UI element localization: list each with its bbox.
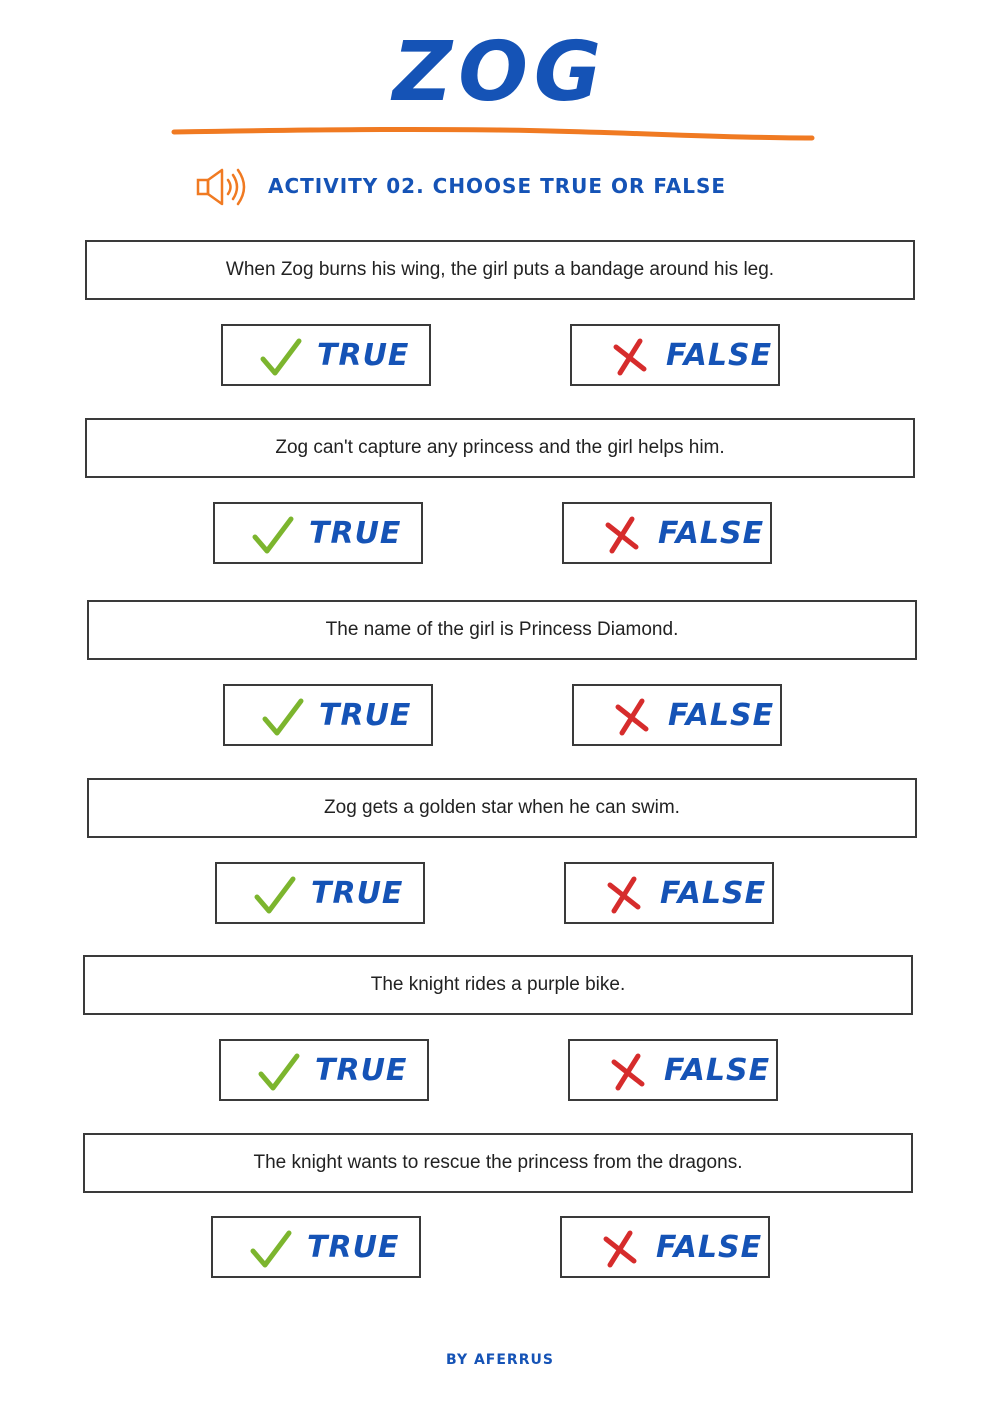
false-button-2[interactable] <box>562 502 772 564</box>
question-5: The knight rides a purple bike. <box>83 955 913 1015</box>
title-underline <box>170 122 816 148</box>
false-button-6[interactable] <box>560 1216 770 1278</box>
true-button-5[interactable] <box>219 1039 429 1101</box>
false-button-1[interactable] <box>570 324 780 386</box>
true-button-4[interactable] <box>215 862 425 924</box>
false-label: FALSE <box>658 516 765 551</box>
true-button-3[interactable] <box>223 684 433 746</box>
false-button-5[interactable] <box>568 1039 778 1101</box>
false-button-4[interactable] <box>564 862 774 924</box>
true-label: TRUE <box>315 1053 408 1088</box>
false-label: FALSE <box>664 1053 771 1088</box>
question-3: The name of the girl is Princess Diamond. <box>87 600 917 660</box>
false-label: FALSE <box>666 338 773 373</box>
check-icon <box>261 695 305 739</box>
activity-title: ACTIVITY 02. CHOOSE TRUE OR FALSE <box>268 174 727 198</box>
question-1: When Zog burns his wing, the girl puts a bandage around his leg. <box>85 240 915 300</box>
activity-header <box>190 164 810 210</box>
page-title: ZOG <box>392 25 608 120</box>
check-icon <box>253 873 297 917</box>
cross-icon <box>600 513 644 557</box>
true-button-6[interactable] <box>211 1216 421 1278</box>
cross-icon <box>598 1227 642 1271</box>
check-icon <box>249 1227 293 1271</box>
cross-icon <box>610 695 654 739</box>
check-icon <box>257 1050 301 1094</box>
cross-icon <box>608 335 652 379</box>
true-label: TRUE <box>317 338 410 373</box>
true-label: TRUE <box>309 516 402 551</box>
question-6: The knight wants to rescue the princess from the dragons. <box>83 1133 913 1193</box>
false-button-3[interactable] <box>572 684 782 746</box>
footer-credit: BY AFERRUS <box>446 1352 554 1368</box>
false-label: FALSE <box>656 1230 763 1265</box>
false-label: FALSE <box>668 698 775 733</box>
true-button-2[interactable] <box>213 502 423 564</box>
check-icon <box>251 513 295 557</box>
true-button-1[interactable] <box>221 324 431 386</box>
question-4: Zog gets a golden star when he can swim. <box>87 778 917 838</box>
speaker-icon[interactable] <box>194 166 252 208</box>
true-label: TRUE <box>307 1230 400 1265</box>
cross-icon <box>602 873 646 917</box>
question-2: Zog can't capture any princess and the girl helps him. <box>85 418 915 478</box>
true-label: TRUE <box>311 876 404 911</box>
cross-icon <box>606 1050 650 1094</box>
check-icon <box>259 335 303 379</box>
false-label: FALSE <box>660 876 767 911</box>
true-label: TRUE <box>319 698 412 733</box>
